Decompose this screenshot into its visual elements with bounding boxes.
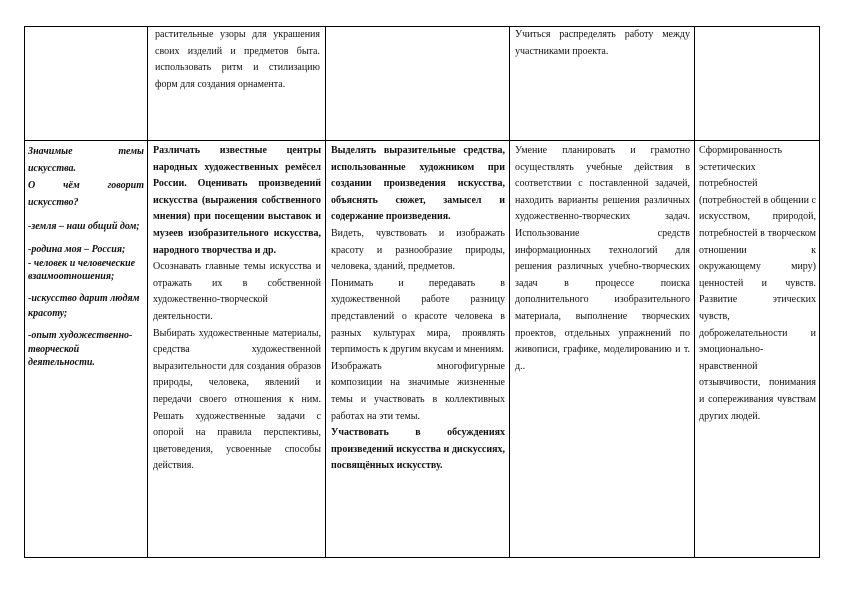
row2-col1-cell <box>28 143 144 370</box>
col3-text-3: Изображать многофигурные композиции на значимые жизненные темы и участвовать в коллективных работах на эти темы. <box>331 360 505 422</box>
col2-bold-text: Различать известные центры народных художественных ремёсел России. Оценивать произведений искусства (выражения собственного мнения) при посещении выставок и музеев изобразительного искусства, народного творчества и др. <box>153 145 321 256</box>
themes-title: Значимые темы искусства. <box>28 146 144 174</box>
row2-col5-cell <box>699 143 816 425</box>
col4-text: Умение планировать и грамотно осуществлять учебные действия в соответствии с поставленной задачей, находить варианты решения различных художественно-творческих задач. Использование средств информационных технологий для решения различных учебно-творческих задач в процессе поиска дополнительного изобразительного материала, выполнение творческих проектов, отдельных упражнений по живописи, графике, моделированию и т. д.. <box>515 145 690 372</box>
themes-question: О чём говорит искусство? <box>28 180 144 208</box>
col2-text-1: Осознавать главные темы искусства и отражать их в собственной художественно-творческой деятельности. <box>153 261 321 322</box>
theme-item-beauty: -искусство дарит людям красоту; <box>28 293 140 319</box>
row-divider <box>24 140 820 141</box>
col2-text-2: Выбирать художественные материалы, средства художественной выразительности для создания образов природы, человека, явлений и передачи своего отношения к ним. Решать художественные задачи с опорой на правила перспективы, цветоведения, усвоенные способы действия. <box>153 327 321 472</box>
col-border-1 <box>147 26 148 558</box>
row2-col2-cell <box>153 143 321 475</box>
col-border-4 <box>694 26 695 558</box>
col5-text: Сформированность эстетических потребностей (потребностей в общении с искусством, природой, потребностей в творческом отношении к окружающему миру) ценностей и чувств. Развитие этических чувств, доброжелательности и эмоционально-нравственной отзывчивости, понимания и сопереживания чувствам других людей. <box>699 145 816 422</box>
col3-bold-text-1: Выделять выразительные средства, использованные художником при создании произведения искусства, объяснять сюжет, замысел и содержание произведения. <box>331 145 505 223</box>
row1-col4-cell <box>515 27 690 60</box>
table-bottom-border <box>24 557 820 558</box>
theme-item-human: - человек и человеческие взаимоотношения; <box>28 258 136 282</box>
row1-col2-cell <box>155 27 320 93</box>
col-border-2 <box>325 26 326 558</box>
col-border-3 <box>509 26 510 558</box>
theme-item-experience: -опыт художественно-творческой деятельности. <box>28 330 133 368</box>
col3-text-2: Понимать и передавать в художественной работе разницу представлений о красоте человека в разных культурах мира, проявлять терпимость к другим вкусам и мнениям. <box>331 277 505 356</box>
theme-item-homeland: -родина моя – Россия; <box>28 244 126 255</box>
col3-text-1: Видеть, чувствовать и изображать красоту и разнообразие природы, человека, зданий, предметов. <box>331 227 505 273</box>
row1-col4-text: Учиться распределять работу между участниками проекта. <box>515 29 690 57</box>
col3-bold-text-2: Участвовать в обсуждениях произведений искусства и дискуссиях, посвящённых искусству. <box>331 427 505 472</box>
row2-col3-cell <box>331 143 505 475</box>
col-border-0 <box>24 26 25 558</box>
row1-col2-text: растительные узоры для украшения своих изделий и предметов быта. использовать ритм и стилизацию форм для создания орнамента. <box>155 29 320 90</box>
theme-item-land: -земля – наш общий дом; <box>28 221 140 232</box>
col-border-5 <box>819 26 820 558</box>
row2-col4-cell <box>515 143 690 375</box>
table-top-border <box>24 26 820 27</box>
